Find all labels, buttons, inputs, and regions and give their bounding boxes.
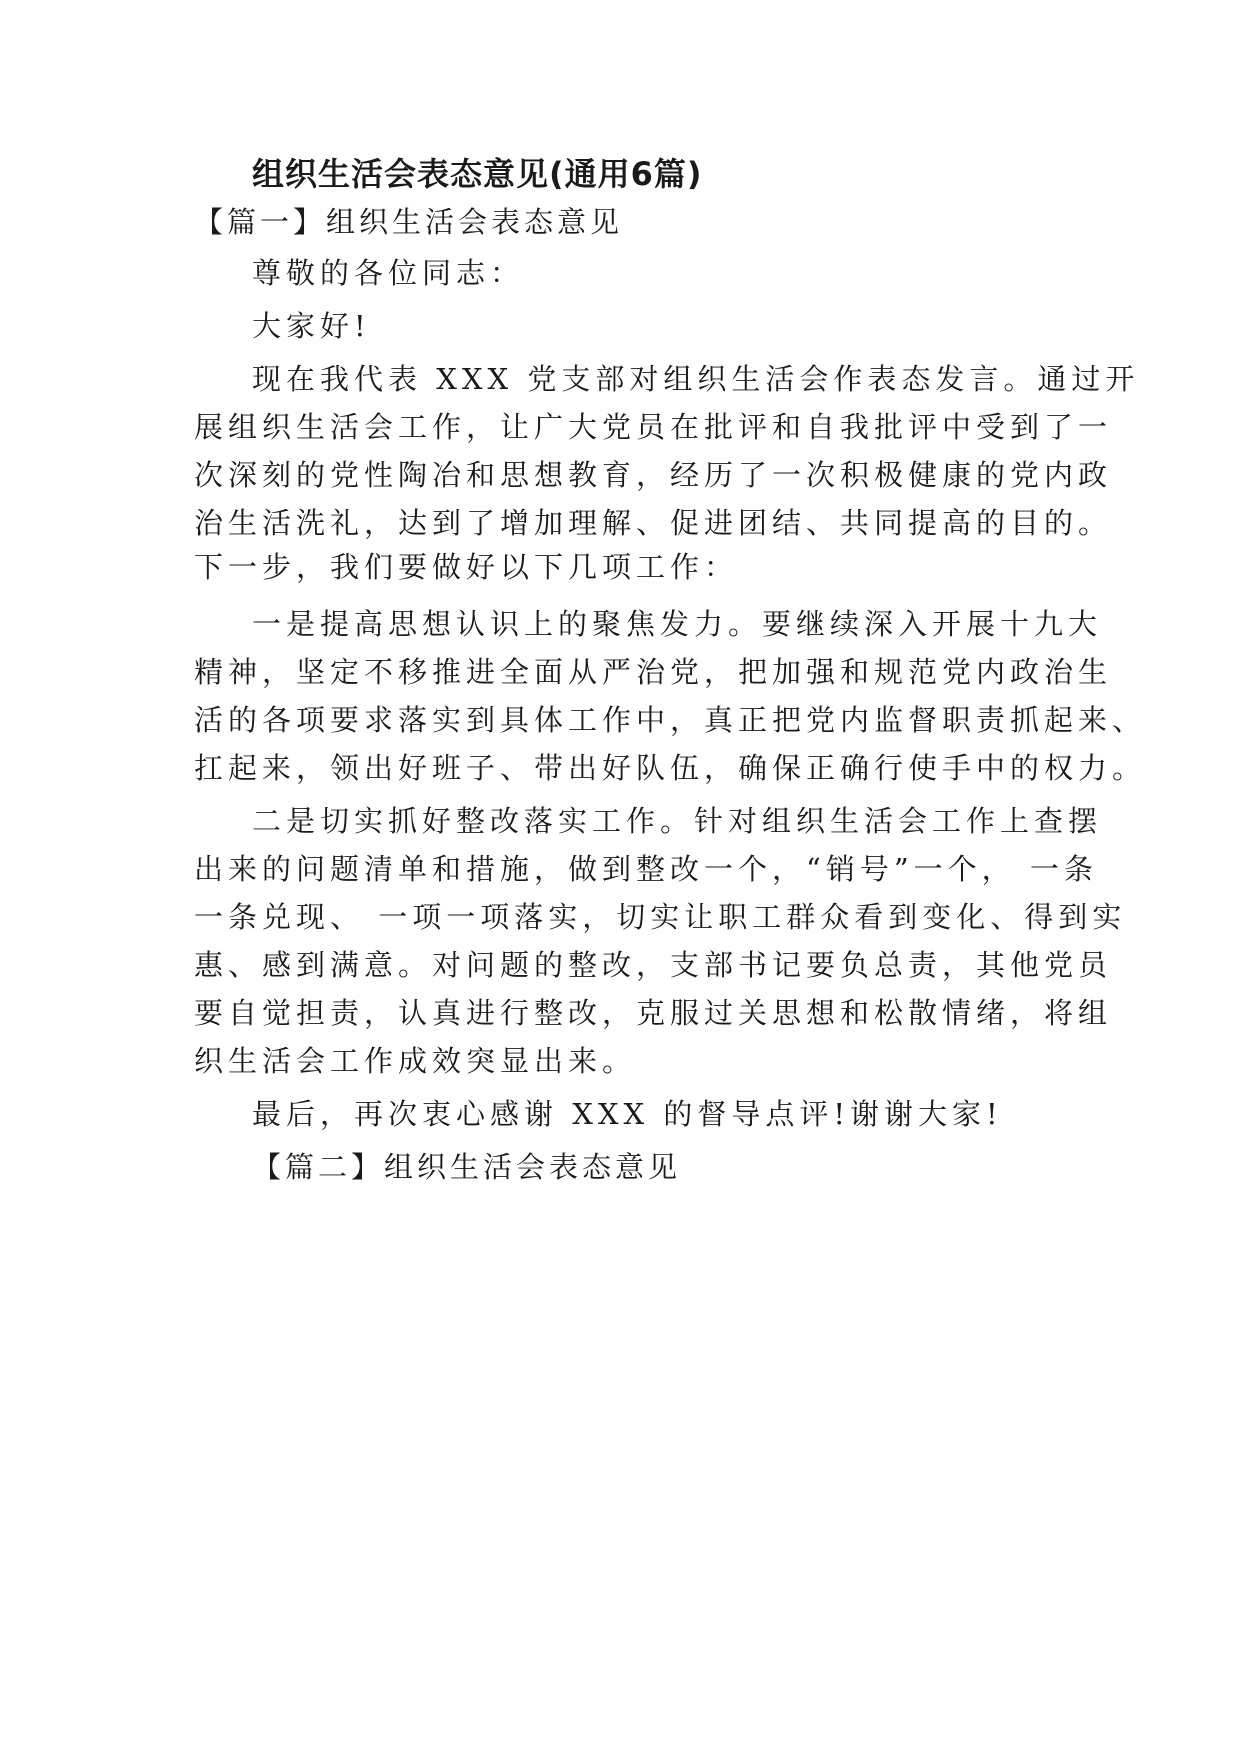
paragraph-2-line: 精神，坚定不移推进全面从严治党，把加强和规范党内政治生 <box>194 655 1113 689</box>
paragraph-3-line: 一条兑现、 一项一项落实，切实让职工群众看到变化、得到实 <box>194 900 1127 934</box>
paragraph-3-line: 二是切实抓好整改落实工作。针对组织生活会工作上查摆 <box>252 804 1103 838</box>
paragraph-2-line: 扛起来，领出好班子、带出好队伍，确保正确行使手中的权力。 <box>194 751 1147 785</box>
paragraph-3-line: 织生活会工作成效突显出来。 <box>194 1044 637 1078</box>
paragraph-2-line: 活的各项要求落实到具体工作中，真正把党内监督职责抓起来、 <box>194 703 1147 737</box>
paragraph-3-line: 惠、感到满意。对问题的整改，支部书记要负总责，其他党员 <box>194 948 1113 982</box>
paragraph-1-line: 现在我代表 XXX 党支部对组织生活会作表态发言。通过开 <box>252 362 1140 396</box>
paragraph-1-line: 展组织生活会工作，让广大党员在批评和自我批评中受到了一 <box>194 410 1113 444</box>
paragraph-1-line: 次深刻的党性陶冶和思想教育，经历了一次积极健康的党内政 <box>194 458 1113 492</box>
paragraph-2-line: 一是提高思想认识上的聚焦发力。要继续深入开展十九大 <box>252 607 1103 641</box>
salutation: 尊敬的各位同志： <box>252 256 525 290</box>
document-title: 组织生活会表态意见(通用6篇) <box>252 155 703 193</box>
paragraph-1-line: 治生活洗礼，达到了增加理解、促进团结、共同提高的目的。 <box>194 506 1113 540</box>
section-2-heading: 【篇二】组织生活会表态意见 <box>252 1150 682 1184</box>
closing-remark: 最后，再次衷心感谢 XXX 的督导点评!谢谢大家! <box>252 1097 1003 1131</box>
paragraph-3-line: 出来的问题清单和措施，做到整改一个，“销号”一个， 一条 <box>194 852 1098 886</box>
greeting: 大家好! <box>252 309 371 343</box>
paragraph-3-line: 要自觉担责，认真进行整改，克服过关思想和松散情绪，将组 <box>194 996 1113 1030</box>
paragraph-1-line: 下一步，我们要做好以下几项工作： <box>194 550 739 584</box>
section-1-heading: 【篇一】组织生活会表态意见 <box>194 205 624 239</box>
